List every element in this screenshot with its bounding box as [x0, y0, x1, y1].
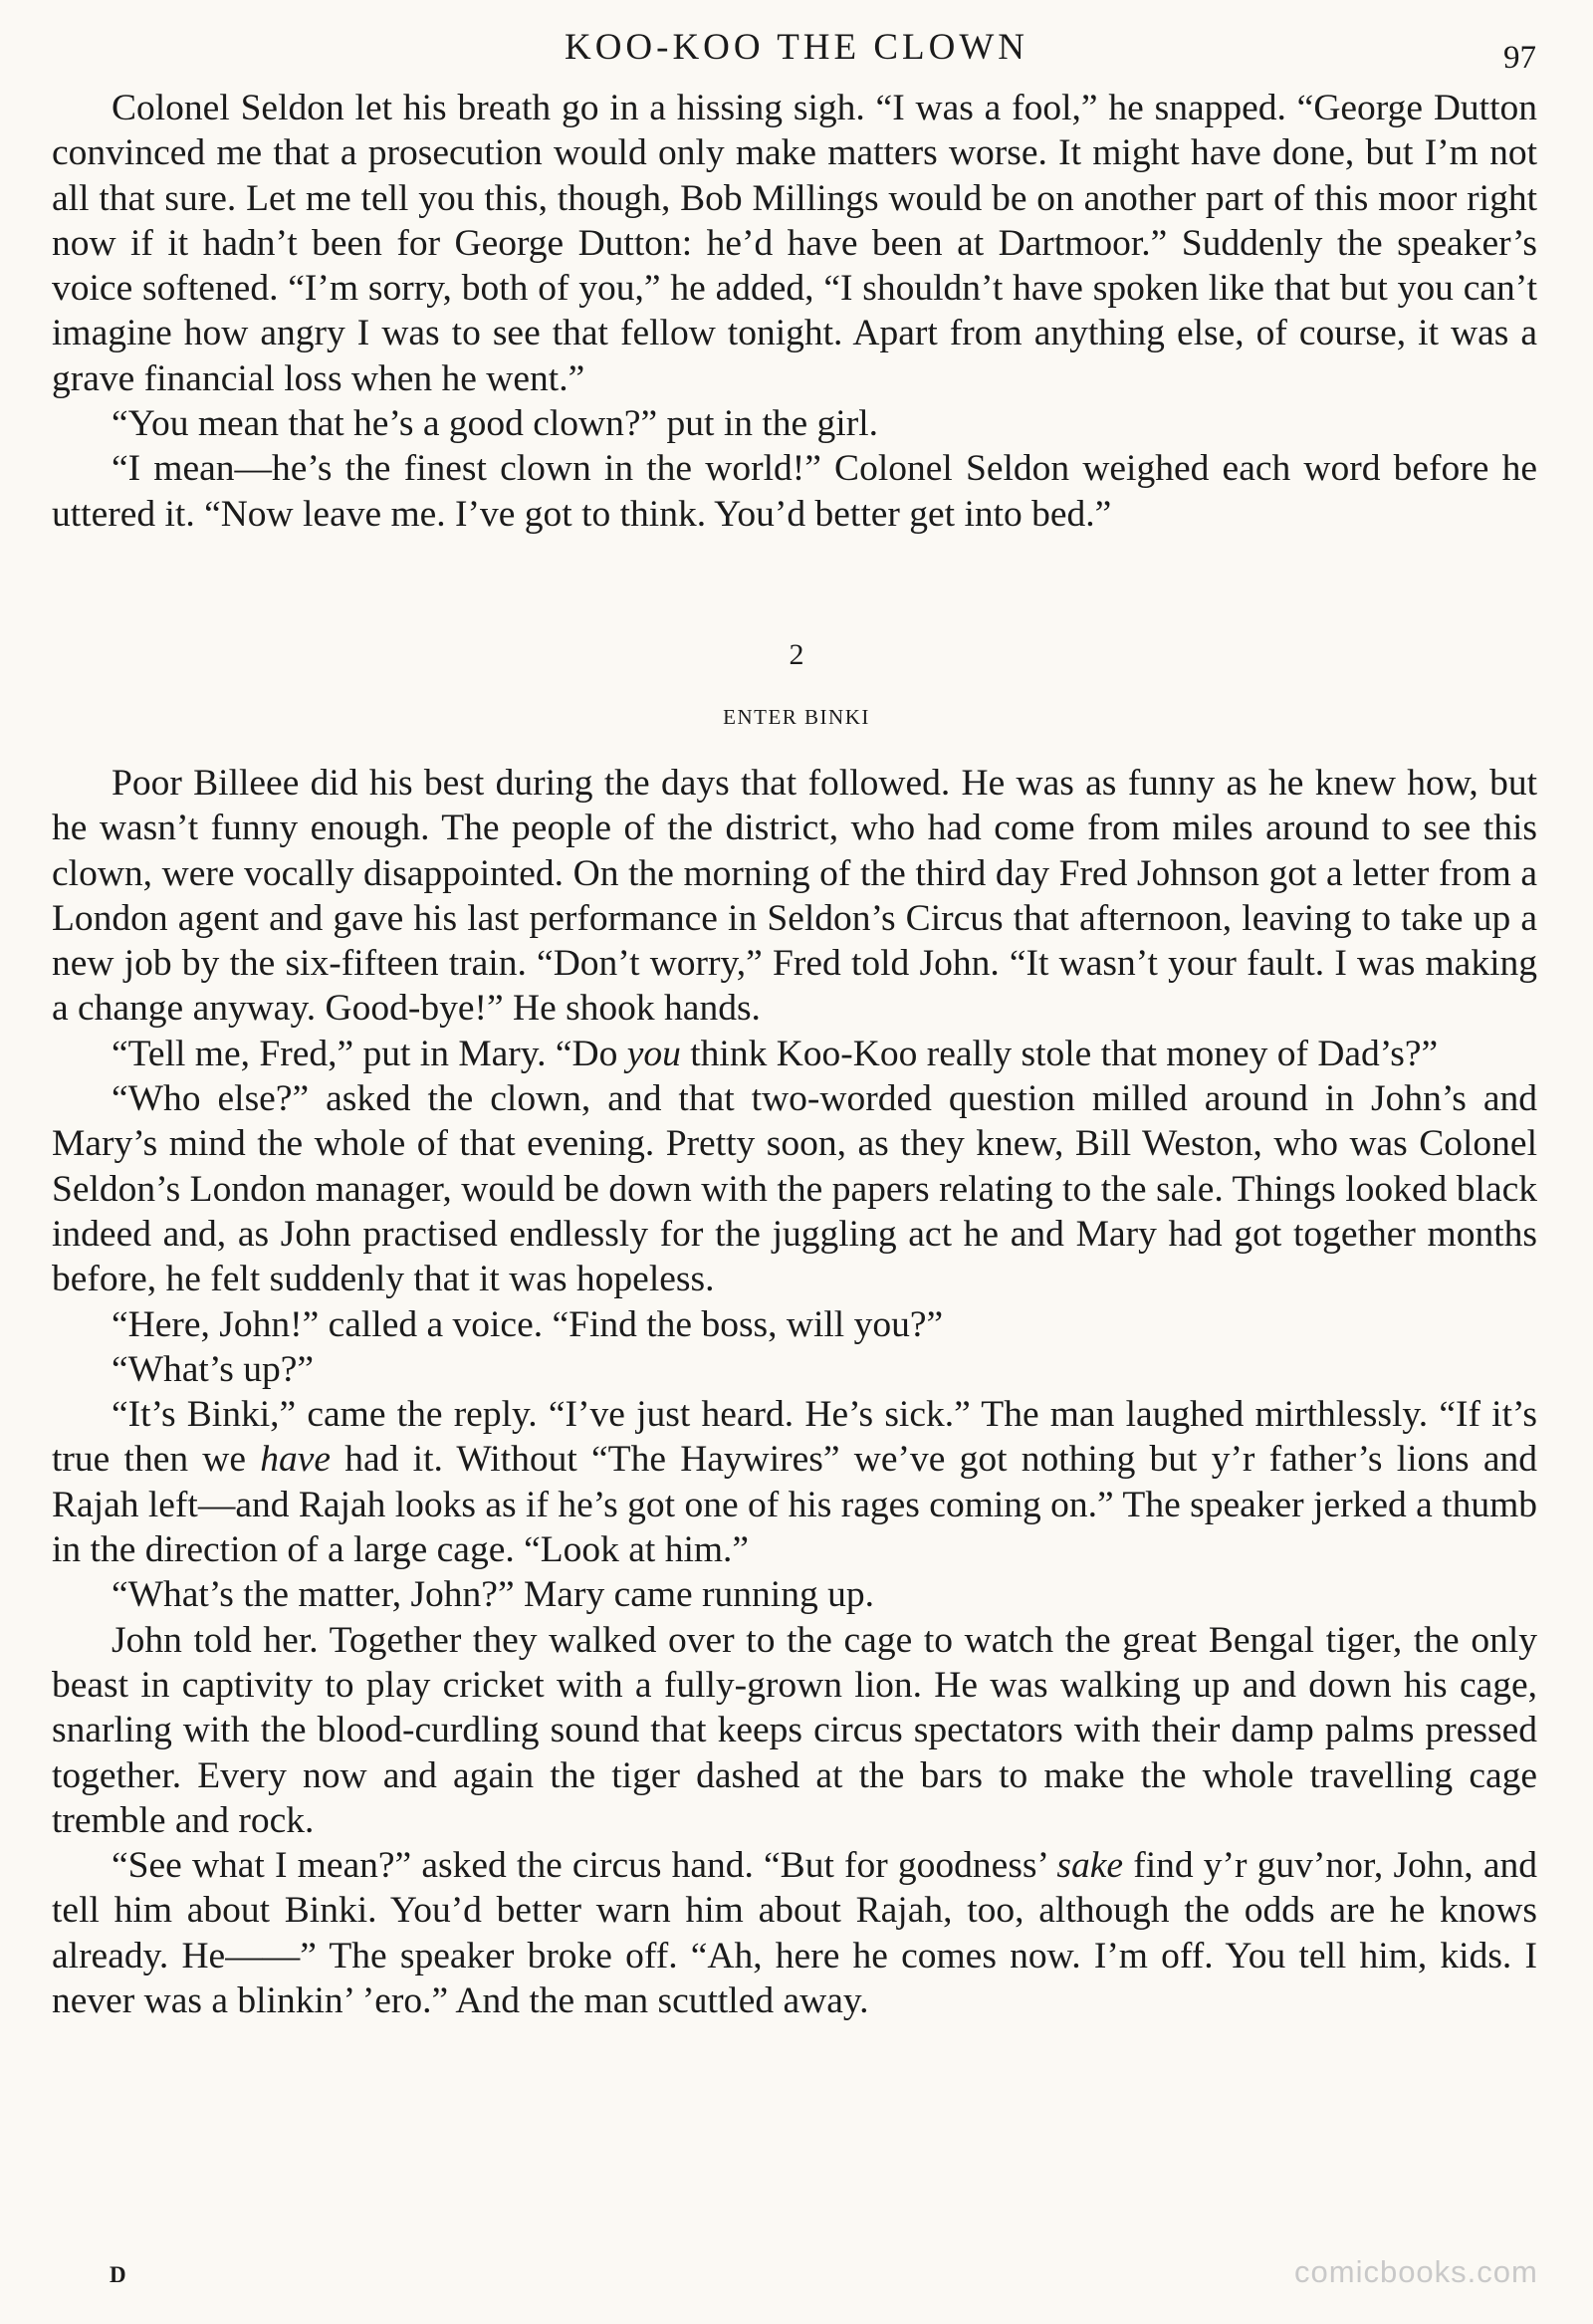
signature-mark: D: [110, 2262, 126, 2287]
emphasis: you: [626, 1033, 681, 1074]
page-number: 97: [1503, 40, 1536, 76]
body-text-bottom: [52, 761, 1537, 2023]
paragraph: “What’s the matter, John?” Mary came running up.: [112, 1574, 874, 1616]
section-number: 2: [789, 638, 804, 671]
paragraph: Colonel Seldon let his breath go in a hissing sigh. “I was a fool,” he snapped. “George Dutton convinced me that a prosecution would only make matters worse. It might have done, but I’m not all that sure. Let me tell you this, though, Bob Millings would be on another part of this moor right now if it hadn’t been for George Dutton: he’d have been at Dartmoor.” Suddenly the speaker’s voice softened. “I’m sorry, both of you,” he added, “I shouldn’t have spoken like that but you can’t imagine how angry I was to see that fellow tonight. Apart from anything else, of course, it was a grave financial loss when he went.”: [52, 88, 1537, 399]
section-title: ENTER BINKI: [723, 705, 870, 729]
emphasis: have: [260, 1439, 332, 1481]
emphasis: sake: [1056, 1845, 1124, 1887]
paragraph: [52, 1392, 1537, 1572]
watermark: comicbooks.com: [1294, 2254, 1538, 2289]
paragraph: “I mean—he’s the finest clown in the world!” Colonel Seldon weighed each word before he uttered it. “Now leave me. I’ve got to think. You’d better get into bed.”: [52, 448, 1537, 535]
paragraph-text: “See what I mean?” asked the circus hand. “But for goodness’: [112, 1845, 1057, 1887]
paragraph: John told her. Together they walked over to the cage to watch the great Bengal tiger, the only beast in captivity to play cricket with a fully-grown lion. He was walking up and down his cage, snarling with the blood-curdling sound that keeps circus spectators with their damp palms pressed together. Every now and again the tiger dashed at the bars to make the whole travelling cage tremble and rock.: [52, 1619, 1537, 1841]
paragraph: “Who else?” asked the clown, and that two-worded question milled around in John’s and Mary’s mind the whole of that evening. Pretty soon, as they knew, Bill Weston, who was Colonel Seldon’s London manager, would be down with the papers relating to the sale. Things looked black indeed and, as John practised endlessly for the juggling act he and Mary had got together months before, he felt suddenly that it was hopeless.: [52, 1078, 1537, 1300]
paragraph-text: had it. Without “The Haywires” we’ve got nothing but y’r father’s lions and Rajah left—and Rajah looks as if he’s got one of his rages coming on.” The speaker jerked a thumb in the direction of a large cage. “Look at him.”: [52, 1439, 1537, 1571]
body-text-top: [52, 86, 1537, 537]
paragraph-text: “Tell me, Fred,” put in Mary. “Do: [112, 1033, 627, 1074]
paragraph: [52, 1032, 1537, 1076]
paragraph-text: “It’s Binki,” came the reply. “I’ve just heard. He’s sick.” The man laughed mirthlessly. “If it’s true then we: [52, 1394, 1537, 1481]
paragraph: “What’s up?”: [112, 1348, 315, 1390]
paragraph: “You mean that he’s a good clown?” put in the girl.: [112, 403, 878, 445]
paragraph: “Here, John!” called a voice. “Find the boss, will you?”: [112, 1303, 944, 1345]
paragraph-text: find y’r guv’nor, John, and tell him about Binki. You’d better warn him about Rajah, too, although the odds are he knows already. He——” The speaker broke off. “Ah, here he comes now. I’m off. You tell him, kids. I never was a blinkin’ ’ero.” And the man scuttled away.: [52, 1845, 1537, 2022]
paragraph: [52, 1843, 1537, 2023]
running-head: KOO-KOO THE CLOWN: [564, 27, 1029, 68]
paragraph: Poor Billeee did his best during the days that followed. He was as funny as he knew how, but he wasn’t funny enough. The people of the district, who had come from miles around to see this clown, were vocally disappointed. On the morning of the third day Fred Johnson got a letter from a London agent and gave his last performance in Seldon’s Circus that afternoon, leaving to take up a new job by the six-fifteen train. “Don’t worry,” Fred told John. “It wasn’t your fault. I was making a change anyway. Good-bye!” He shook hands.: [52, 763, 1537, 1030]
paragraph-text: think Koo-Koo really stole that money of Dad’s?”: [680, 1033, 1439, 1074]
